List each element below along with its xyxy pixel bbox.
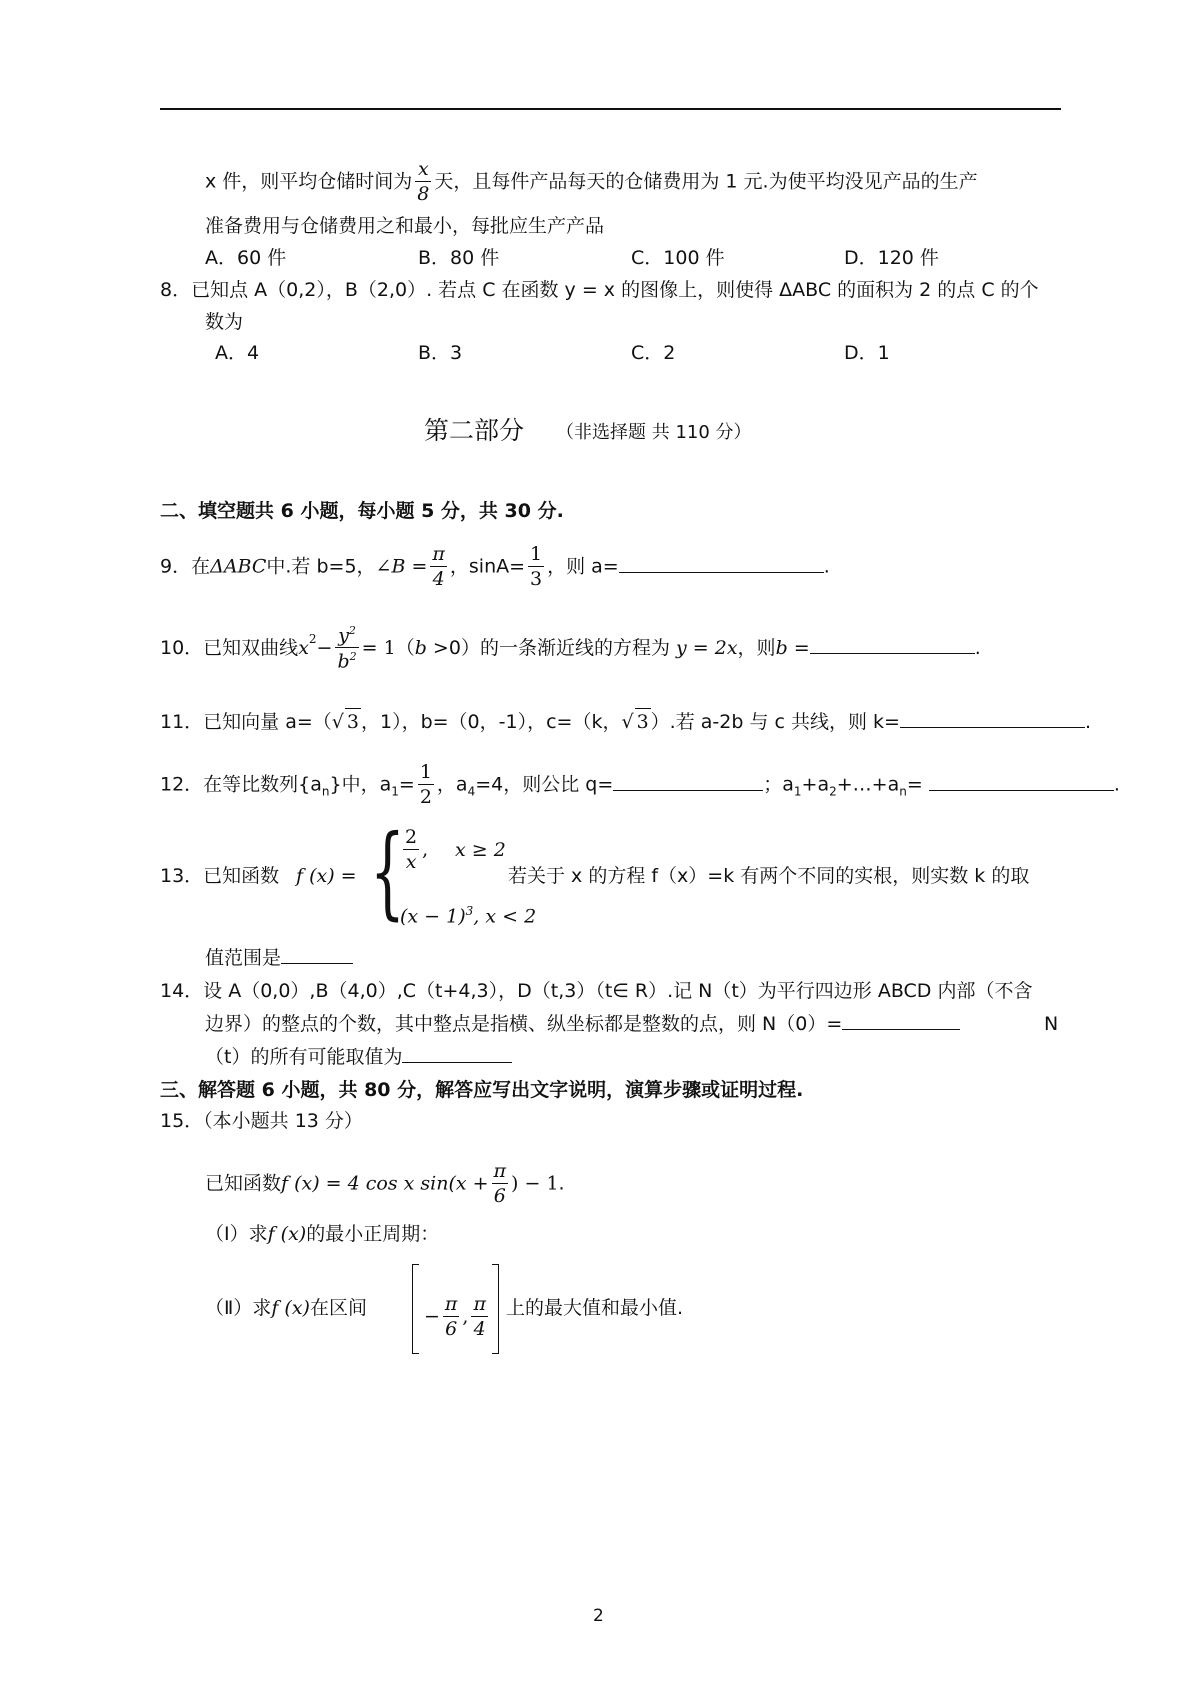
asymptote: y = 2x (676, 636, 738, 659)
section-two-heading: 二、填空题共 6 小题，每小题 5 分，共 30 分. (160, 500, 564, 522)
q9-line (160, 545, 830, 589)
numerator: 2 (405, 826, 418, 848)
text: （ (395, 636, 415, 659)
numerator: π (493, 1160, 507, 1182)
q8-option-b: B．3 (418, 342, 463, 364)
q15-heading: 15．（本小题共 13 分） (160, 1110, 363, 1132)
text: 值范围是 (205, 947, 282, 969)
denominator: x (405, 851, 417, 873)
text: . (1084, 711, 1091, 733)
text: . (823, 555, 830, 578)
subscript: 2 (829, 784, 837, 799)
text: ，则 a= (547, 555, 619, 578)
b: b (337, 650, 350, 673)
subscript: 1 (793, 784, 802, 799)
sqrt-3: √ 3 (332, 711, 361, 733)
q15-interval (424, 1295, 491, 1339)
numerator: π (444, 1293, 458, 1315)
answer-blank-q[interactable] (613, 772, 763, 791)
fraction-pi-over-4 (471, 1295, 488, 1339)
text: 边界）的整点的个数，其中整点是指横、纵坐标都是整数的点，则 N（0）= (205, 1013, 843, 1035)
text: （Ⅰ）求 (205, 1223, 268, 1245)
text: 10．已知双曲线 (160, 636, 299, 659)
numerator: x (415, 160, 431, 182)
q7-line2: 准备费用与仓储费用之和最小，每批应生产产品 (205, 215, 605, 237)
numerator: π (432, 543, 445, 565)
answer-blank[interactable] (619, 554, 824, 573)
text: 中.若 b=5， (266, 555, 376, 578)
q15-part-ii (205, 1295, 367, 1321)
numerator: $y^2$ (335, 625, 358, 648)
numerator: 1 (419, 761, 432, 783)
text: . (1113, 773, 1120, 796)
numerator: π (473, 1293, 486, 1315)
text: 的最小正周期： (306, 1223, 440, 1245)
fraction-x-over-8 (415, 160, 431, 204)
minus: − (316, 636, 333, 659)
q14-line1: 14．设 A（0,0）,B（4,0）,C（t+4,3），D（t,3）（t∈ R）.记 N（t）为平行四边形 ABCD 内部（不含 (160, 980, 1033, 1002)
q12-line (160, 763, 1120, 807)
denominator: 4 (473, 1318, 486, 1340)
subscript: n (321, 784, 330, 799)
q14-line2-tail: N (1044, 1013, 1059, 1035)
q13-line2 (205, 945, 353, 971)
q8-option-c: C．2 (631, 342, 676, 364)
angle-b: ∠B = (375, 555, 428, 578)
fraction-1-over-3 (528, 545, 544, 589)
q8-line1: 8．已知点 A（0,2），B（2,0）. 若点 C 在函数 y = x 的图像上，则使得 ΔABC 的面积为 2 的点 C 的个 (160, 279, 1039, 301)
comma: , (462, 1305, 469, 1328)
section-three-heading: 三、解答题 6 小题，共 80 分，解答应写出文字说明，演算步骤或证明过程. (160, 1079, 804, 1101)
text: 在区间 (309, 1297, 367, 1319)
q15-function (205, 1162, 565, 1206)
page-number: 2 (593, 1606, 604, 1626)
text: x 件，则平均仓储时间为 (205, 170, 413, 193)
b-var: b (414, 636, 427, 659)
left-bracket (412, 1264, 419, 1354)
fraction-pi-over-4 (430, 545, 447, 589)
radicand: 3 (345, 708, 361, 735)
q11-line (160, 708, 1091, 735)
text: . (974, 636, 981, 659)
answer-blank-n0[interactable] (842, 1011, 960, 1030)
text: = (906, 773, 923, 796)
fraction-2-over-x (403, 828, 419, 872)
text: =4，则公比 q= (475, 773, 614, 796)
numerator: 1 (530, 543, 543, 565)
answer-blank-nt[interactable] (402, 1044, 512, 1063)
y: y (338, 624, 349, 647)
q13-case2 (400, 898, 536, 929)
fx: f (x) (271, 1297, 310, 1319)
denominator: 6 (445, 1318, 458, 1340)
sqrt-3: √ 3 (621, 711, 650, 733)
q7-option-c: C．100 件 (631, 247, 725, 269)
text: +…+a (836, 773, 900, 796)
function-expr: f (x) = 4 cos x sin(x + (281, 1172, 489, 1195)
text: ）.若 a-2b 与 c 共线，则 k= (650, 711, 900, 733)
text: ，sinA= (449, 555, 526, 578)
part-two-title: 第二部分 (424, 416, 525, 445)
q8-line2: 数为 (205, 311, 244, 333)
superscript: 2 (308, 631, 317, 646)
minus: − (424, 1305, 440, 1328)
text: ，a (436, 773, 468, 796)
radicand: 3 (635, 708, 651, 735)
equals-one: = 1 (361, 636, 396, 659)
fraction-pi-over-6 (492, 1162, 509, 1206)
q7-option-b: B．80 件 (418, 247, 500, 269)
denominator: 4 (432, 568, 445, 590)
answer-blank-sum[interactable] (929, 772, 1114, 791)
q8-option-a: A．4 (215, 342, 260, 364)
text: 9．在 (160, 555, 211, 578)
q13-fx: f (x) = (296, 865, 357, 887)
text: +a (801, 773, 830, 796)
text: }中，a (329, 773, 392, 796)
function-tail: ) − 1 (511, 1172, 559, 1195)
subscript: n (899, 784, 907, 799)
q15-part-i (205, 1221, 439, 1247)
comma: , (422, 838, 429, 861)
q7-line1 (205, 160, 978, 204)
answer-blank[interactable] (810, 635, 975, 654)
q8-option-d: D．1 (844, 342, 890, 364)
denominator: 8 (417, 183, 430, 205)
expr: (x − 1) (400, 905, 466, 928)
answer-blank[interactable] (281, 945, 353, 964)
denominator: $b^2$ (337, 650, 357, 673)
text: （t）的所有可能取值为 (205, 1046, 403, 1068)
text: ；a (763, 773, 794, 796)
text: ，则 (737, 636, 776, 659)
q14-line3 (205, 1044, 512, 1070)
fraction-1-over-2 (418, 763, 434, 807)
q14-line2 (205, 1011, 960, 1037)
text: 天，且每件产品每天的仓储费用为 1 元.为使平均没见产品的生产 (434, 170, 978, 193)
text: >0）的一条渐近线的方程为 (426, 636, 670, 659)
text: 12．在等比数列{a (160, 773, 322, 796)
q13-case1 (400, 828, 428, 872)
denominator: 2 (419, 786, 432, 808)
fx: f (x) (267, 1223, 307, 1245)
header-rule (160, 108, 1061, 110)
subscript: 4 (467, 784, 476, 799)
text: = (787, 636, 810, 659)
x-term: x (298, 636, 309, 659)
q15-part-ii-tail: 上的最大值和最小值. (506, 1297, 684, 1319)
q7-option-d: D．120 件 (844, 247, 939, 269)
fraction-y2-over-b2 (335, 625, 358, 672)
denominator: 6 (493, 1185, 506, 1207)
q7-option-a: A．60 件 (205, 247, 287, 269)
text: 13．已知函数 (160, 865, 280, 887)
text: . (558, 1172, 565, 1195)
b-var: b (775, 636, 788, 659)
triangle-abc: ΔABC (210, 555, 267, 578)
right-bracket (492, 1264, 499, 1354)
superscript: 3 (465, 904, 474, 918)
cond2: , x < 2 (473, 905, 537, 928)
text: （Ⅱ）求 (205, 1297, 272, 1319)
q10-line (160, 625, 981, 672)
subscript: 1 (391, 784, 399, 799)
answer-blank[interactable] (900, 709, 1085, 728)
piecewise-brace: { (370, 813, 405, 930)
q13-line-tail: 若关于 x 的方程 f（x）=k 有两个不同的实根，则实数 k 的取 (508, 865, 1030, 887)
q13-intro (160, 863, 279, 889)
text: 11．已知向量 a=（ (160, 711, 332, 733)
fraction-pi-over-6 (443, 1295, 460, 1339)
text: 已知函数 (205, 1172, 282, 1195)
q13-cond1: x ≥ 2 (455, 839, 506, 861)
text: ，1），b=（0，-1），c=（k， (360, 711, 622, 733)
part-two-subtitle: （非选择题 共 110 分） (556, 422, 752, 443)
denominator: 3 (530, 568, 543, 590)
text: = (398, 773, 415, 796)
